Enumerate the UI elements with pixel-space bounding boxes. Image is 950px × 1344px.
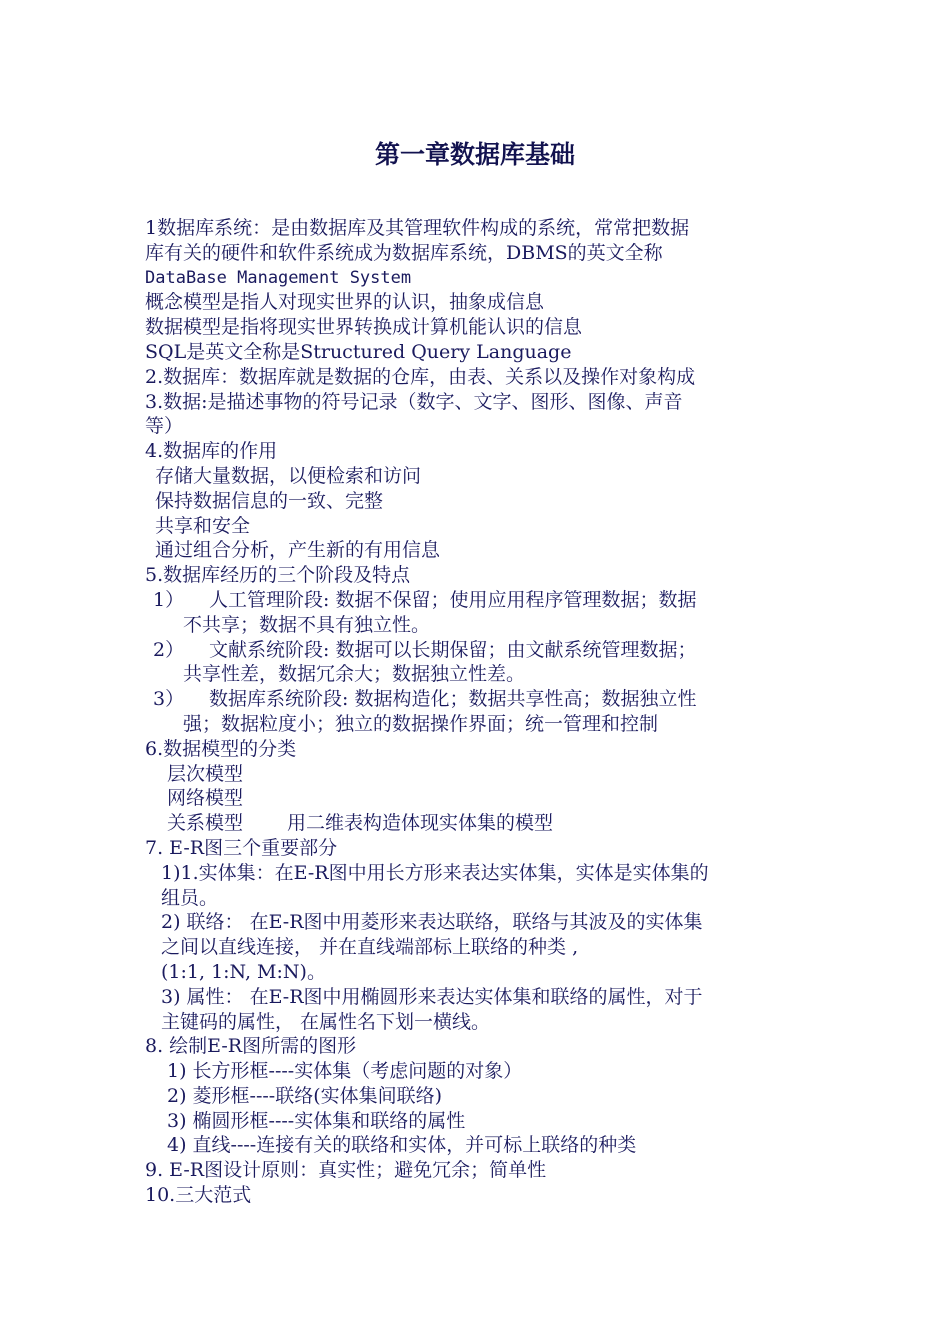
list-item: [145, 811, 813, 836]
list-item: 通过组合分析，产生新的有用信息: [155, 539, 441, 562]
list-item: 2) 菱形框----联络(实体集间联络): [167, 1084, 443, 1107]
list-item: 2) 联络： 在E-R图中用菱形来表达联络，联络与其波及的实体集: [161, 911, 703, 934]
list-item: 存储大量数据，以便检索和访问: [155, 464, 422, 487]
paragraph-line: 库有关的硬件和软件系统成为数据库系统，DBMS的英文全称: [145, 241, 663, 264]
paragraph-line: 概念模型是指人对现实世界的认识，抽象成信息: [145, 291, 545, 314]
list-item-continued: 组员。: [161, 886, 219, 909]
list-item: 3) 椭圆形框----实体集和联络的属性: [167, 1109, 466, 1132]
section-heading: 4.数据库的作用: [145, 440, 278, 463]
model-description: 用二维表构造体现实体集的模型: [287, 812, 554, 835]
stage-item: [145, 638, 813, 663]
document-body: [145, 216, 813, 1208]
stage-text-continued: 共享性差，数据冗余大；数据独立性差。: [183, 663, 526, 686]
paragraph-line: 1数据库系统：是由数据库及其管理软件构成的系统，常常把数据: [145, 217, 690, 239]
list-item: 1) 长方形框----实体集（考虑问题的对象）: [167, 1060, 523, 1083]
list-item: 网络模型: [167, 787, 244, 810]
list-item: 4) 直线----连接有关的联络和实体，并可标上联络的种类: [167, 1134, 637, 1157]
section-heading: 9. E-R图设计原则：真实性；避免冗余；简单性: [145, 1159, 547, 1182]
stage-number: 2）: [153, 638, 185, 661]
paragraph-line: 3.数据:是描述事物的符号记录（数字、文字、图形、图像、声音: [145, 390, 683, 413]
list-item: 保持数据信息的一致、完整: [155, 489, 384, 512]
paragraph-line: 2.数据库：数据库就是数据的仓库，由表、关系以及操作对象构成: [145, 365, 696, 388]
list-item: 3) 属性： 在E-R图中用椭圆形来表达实体集和联络的属性，对于: [161, 985, 703, 1008]
paragraph-line: DataBase Management System: [145, 267, 412, 288]
list-item-continued: 主键码的属性， 在属性名下划一横线。: [161, 1010, 491, 1033]
stage-text-continued: 不共享；数据不具有独立性。: [183, 613, 431, 636]
section-heading: 10.三大范式: [145, 1184, 252, 1207]
page-title: 第一章数据库基础: [374, 140, 575, 169]
paragraph-line: 数据模型是指将现实世界转换成计算机能认识的信息: [145, 316, 583, 339]
paragraph-line: 等）: [145, 415, 184, 438]
paragraph-line: SQL是英文全称是Structured Query Language: [145, 340, 572, 363]
stage-text: 文献系统阶段: 数据可以长期保留；由文献系统管理数据；: [209, 638, 697, 661]
list-item-continued: (1:1, 1:N, M:N)。: [161, 960, 326, 983]
list-item: 共享和安全: [155, 514, 251, 537]
model-name: 关系模型: [167, 812, 244, 835]
stage-text: 人工管理阶段: 数据不保留；使用应用程序管理数据；数据: [209, 588, 697, 611]
section-heading: 7. E-R图三个重要部分: [145, 836, 338, 859]
stage-number: 1）: [153, 588, 185, 611]
section-heading: 8. 绘制E-R图所需的图形: [145, 1035, 357, 1058]
list-item: 1)1.实体集：在E-R图中用长方形来表达实体集，实体是实体集的: [161, 861, 709, 884]
stage-item: [145, 687, 813, 712]
stage-text-continued: 强；数据粒度小；独立的数据操作界面；统一管理和控制: [183, 712, 659, 735]
list-item: 层次模型: [167, 762, 244, 785]
stage-text: 数据库系统阶段: 数据构造化；数据共享性高；数据独立性: [209, 688, 697, 711]
stage-number: 3）: [153, 688, 185, 711]
section-heading: 6.数据模型的分类: [145, 737, 297, 760]
section-heading: 5.数据库经历的三个阶段及特点: [145, 564, 411, 587]
list-item-continued: 之间以直线连接， 并在直线端部标上联络的种类 ,: [161, 936, 579, 959]
stage-item: [145, 588, 813, 613]
